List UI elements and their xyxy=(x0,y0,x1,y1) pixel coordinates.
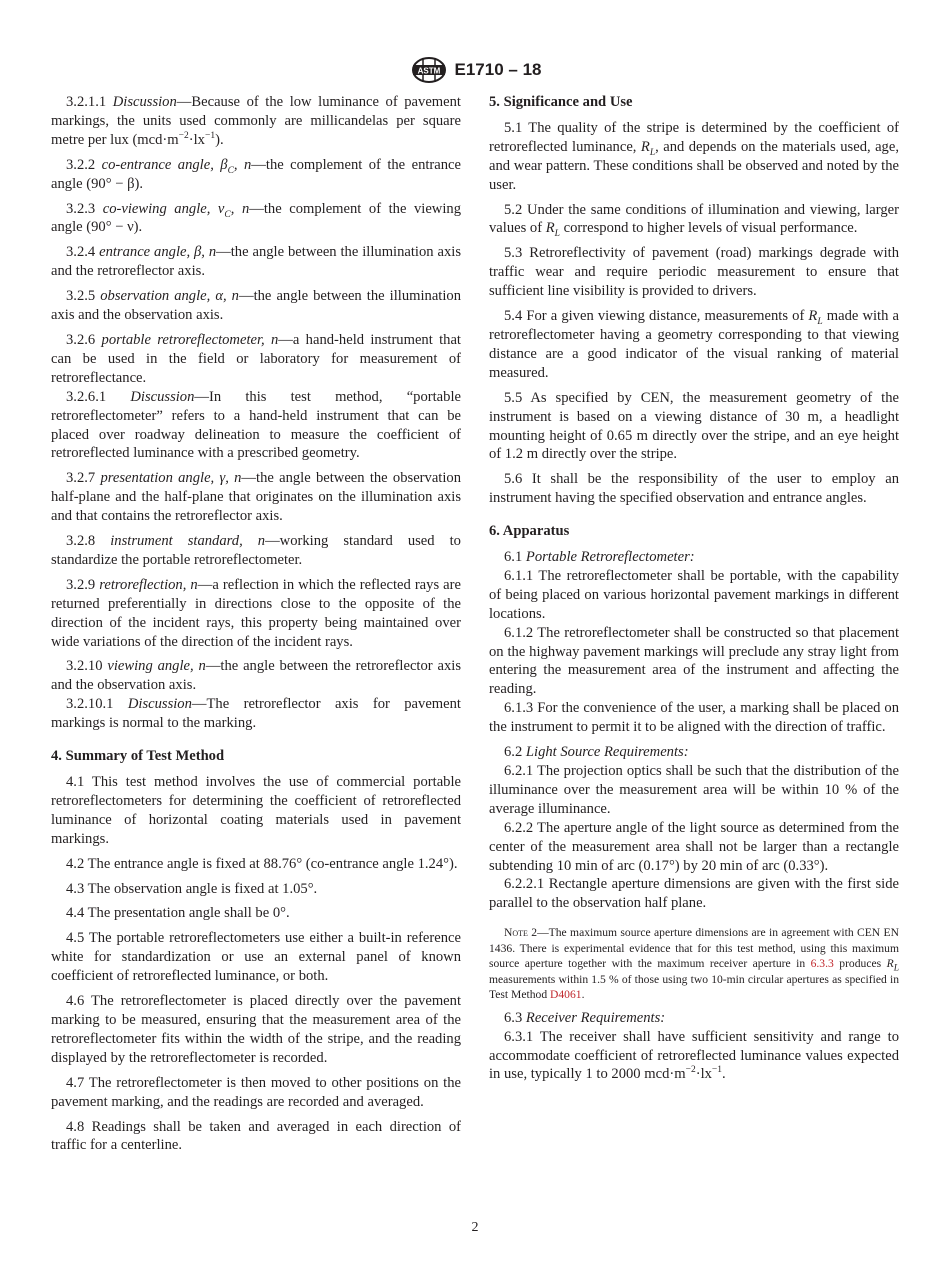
note-2: Note 2—The maximum source aperture dimensions are in agreement with CEN EN 1436. There is experimental evidence that for this test method, using this maximum source aperture together with the maximum receiver aperture in 6.3.3 produces $R_L$ measurements within 1.5 % of those using two 10-min circular apertures as specified in Test Method D4061. xyxy=(489,926,899,1002)
paragraph-3-2-8: 3.2.8 instrument standard, n—working standard used to standardize the portable retroreflectometer. xyxy=(51,533,461,568)
paragraph-6-2-2: 6.2.2 The aperture angle of the light source as determined from the center of the measurement area shall not be larger than a rectangle subtending 10 min of arc (0.17°) by 20 min of arc (0.33°). xyxy=(489,819,899,874)
section-4-heading: 4. Summary of Test Method xyxy=(51,748,225,765)
paragraph-3-2-9: 3.2.9 retroreflection, n—a reflection in which the reflected rays are returned preferentially in directions close to the opposite of the direction of the incident rays, this property being maintained over wide variations of the direction of the incident rays. xyxy=(51,576,461,650)
paragraph-4-4: 4.4 The presentation angle shall be 0°. xyxy=(66,905,290,922)
paragraph-5-5: 5.5 As specified by CEN, the measurement geometry of the instrument is based on a viewing distance of 30 m, a headlight mounting height of 0.65 m directly over the stripe, and an eye height of 1.2 m directly over the stripe. xyxy=(489,389,899,463)
paragraph-4-1: 4.1 This test method involves the use of commercial portable retroreflectometers for determining the coefficient of retroreflected luminance of horizontal coating materials used in pavement markings. xyxy=(51,774,461,847)
paragraph-3-2-6-1: 3.2.6.1 Discussion—In this test method, “portable retroreflectometer” refers to a hand-held instrument that can be placed over roadway delineation to measure the coefficient of retroreflected luminance with a prescribed geometry. xyxy=(51,388,461,462)
paragraph-3-2-10: 3.2.10 viewing angle, n—the angle between the retroreflector axis and the observation axis. xyxy=(51,658,461,694)
paragraph-5-3: 5.3 Retroreflectivity of pavement (road) markings degrade with traffic wear and require periodic measurement to ensure that sufficient line visibility is provided to drivers. xyxy=(489,245,899,300)
paragraph-3-2-2: 3.2.2 co-entrance angle, $\beta_C$, n—the complement of the entrance angle (90° − β). xyxy=(51,156,462,192)
paragraph-6-3: 6.3 Receiver Requirements: xyxy=(504,1009,666,1026)
paragraph-3-2-7: 3.2.7 presentation angle, γ, n—the angle between the observation half-plane and the half-plane that originates on the illumination axis and that contains the retroreflector axis. xyxy=(51,470,462,525)
paragraph-6-1-1: 6.1.1 The retroreflectometer shall be portable, with the capability of being placed on various horizontal pavement markings in different locations. xyxy=(489,567,899,622)
paragraph-4-7: 4.7 The retroreflectometer is then moved to other positions on the pavement marking, and the readings are recorded and averaged. xyxy=(51,1074,461,1110)
paragraph-3-2-5: 3.2.5 observation angle, α, n—the angle between the illumination axis and the observation axis. xyxy=(51,288,461,324)
link-6-3-3[interactable]: 6.3.3 xyxy=(810,957,834,971)
paragraph-3-2-4: 3.2.4 entrance angle, β, n—the angle between the illumination axis and the retroreflector axis. xyxy=(51,244,461,280)
document-id: E1710 – 18 xyxy=(454,60,542,79)
paragraph-4-8: 4.8 Readings shall be taken and averaged in each direction of traffic for a centerline. xyxy=(51,1118,461,1154)
paragraph-3-2-3: 3.2.3 co-viewing angle, $v_C$, n—the complement of the viewing angle (90° − ν). xyxy=(51,200,461,236)
paragraph-6-2: 6.2 Light Source Requirements: xyxy=(504,744,689,761)
logo-text: ASTM xyxy=(417,66,440,76)
page-number: 2 xyxy=(471,1220,479,1235)
right-column xyxy=(489,93,899,1090)
left-column xyxy=(51,93,461,1161)
paragraph-5-1: 5.1 The quality of the stripe is determined by the coefficient of retroreflected luminance, $R_L$, and depends on the materials used, age, and wear pattern. These conditions shall be observed and noted by the user. xyxy=(489,119,899,193)
paragraph-4-6: 4.6 The retroreflectometer is placed directly over the pavement marking to be measured, ensuring that the measurement area of the retroreflectometer fits within the width of the stripe, and the reading displayed by the retroreflectometer is recorded. xyxy=(51,993,461,1066)
paragraph-6-3-1: 6.3.1 The receiver shall have sufficient sensitivity and range to accommodate coefficient of retroreflected luminance values expected in use, typically 1 to 2000 $mcd\cdot m^{-2}\cdot lx^{-1}$. xyxy=(489,1028,899,1083)
paragraph-4-5: 4.5 The portable retroreflectometers use either a built-in reference white for standardization or use an external panel of known coefficient of retroreflected luminance, or both. xyxy=(51,930,461,985)
paragraph-6-1: 6.1 Portable Retroreflectometer: xyxy=(504,549,695,566)
paragraph-5-4: 5.4 For a given viewing distance, measurements of $R_L$ made with a retroreflectometer having a geometry corresponding to that viewing distance are a good indicator of the visual ranking of material measured. xyxy=(489,308,899,381)
link-d4061[interactable]: D4061 xyxy=(550,988,582,1002)
astm-logo-icon xyxy=(409,56,449,84)
paragraph-6-2-2-1: 6.2.2.1 Rectangle aperture dimensions are given with the first side parallel to the observation half plane. xyxy=(489,876,899,912)
paragraph-4-2: 4.2 The entrance angle is fixed at 88.76° (co-entrance angle 1.24°). xyxy=(66,855,458,872)
paragraph-6-2-1: 6.2.1 The projection optics shall be such that the distribution of the illuminance over the measurement area will be within 10 % of the average illuminance. xyxy=(489,763,899,817)
paragraph-4-3: 4.3 The observation angle is fixed at 1.05°. xyxy=(66,880,318,897)
paragraph-5-2: 5.2 Under the same conditions of illumination and viewing, larger values of $R_L$ correspond to higher levels of visual performance. xyxy=(489,201,899,240)
paragraph-3-2-6: 3.2.6 portable retroreflectometer, n—a hand-held instrument that can be used in the field or laboratory for measurement of retroreflectance. xyxy=(51,331,461,386)
paragraph-5-6: 5.6 It shall be the responsibility of the user to employ an instrument having the specified observation and entrance angles. xyxy=(489,471,899,507)
paragraph-6-1-2: 6.1.2 The retroreflectometer shall be constructed so that placement on the highway pavement markings will preclude any stray light from entering the measurement area of the instrument and affecting the reading. xyxy=(489,624,899,698)
page-header xyxy=(0,55,950,85)
paragraph-3-2-1-1: 3.2.1.1 Discussion—Because of the low luminance of pavement markings, the units used commonly are millicandelas per square metre per lux $(mcd\cdot m^{-2}\cdot lx^{-1})$. xyxy=(51,94,461,148)
paragraph-3-2-10-1: 3.2.10.1 Discussion—The retroreflector axis for pavement markings is normal to the marking. xyxy=(51,696,461,732)
section-6-heading: 6. Apparatus xyxy=(489,523,570,540)
paragraph-6-1-3: 6.1.3 For the convenience of the user, a marking shall be placed on the instrument to permit it to be aligned with the direction of traffic. xyxy=(489,700,899,736)
section-5-heading: 5. Significance and Use xyxy=(489,94,633,110)
